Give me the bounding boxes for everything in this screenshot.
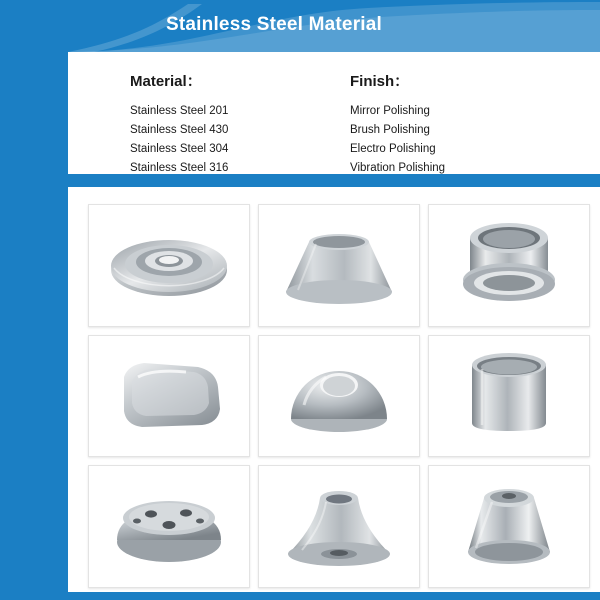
hemispherical-base-with-hole <box>264 337 414 455</box>
finish-item: Brush Polishing <box>350 124 430 136</box>
left-blue-rail <box>0 0 68 600</box>
finish-item: Mirror Polishing <box>350 105 430 117</box>
product-tile <box>258 204 420 327</box>
material-column <box>130 70 228 179</box>
product-tile <box>258 465 420 588</box>
material-item: Stainless Steel 201 <box>130 105 229 117</box>
header-band <box>68 0 600 52</box>
deep-drawn-cylindrical-cup <box>434 337 584 455</box>
finish-column <box>350 70 445 179</box>
product-tile <box>88 465 250 588</box>
finish-heading: Finish： <box>350 73 410 90</box>
finish-item: Vibration Polishing <box>350 162 446 174</box>
material-heading: Material： <box>130 73 202 90</box>
product-tile <box>428 465 590 588</box>
stamped-flange-ring-part <box>94 206 244 324</box>
product-tile <box>428 204 590 327</box>
material-item: Stainless Steel 316 <box>130 162 229 174</box>
finish-item: Electro Polishing <box>350 143 436 155</box>
cylindrical-flanged-collar-part <box>434 206 584 324</box>
tapered-drum-housing <box>434 468 584 586</box>
product-tile <box>88 335 250 458</box>
material-item: Stainless Steel 304 <box>130 143 229 155</box>
product-tile <box>88 204 250 327</box>
round-base-plate-with-holes <box>94 468 244 586</box>
divider-bar <box>68 174 600 187</box>
bottom-blue-strip <box>0 592 600 600</box>
material-item: Stainless Steel 430 <box>130 124 229 136</box>
specification-panel <box>68 52 600 174</box>
conical-tapered-cone-part <box>264 206 414 324</box>
fluted-cone-lamp-shade <box>264 468 414 586</box>
rounded-square-dome-cover <box>94 337 244 455</box>
product-gallery <box>68 196 600 600</box>
page-title: Stainless Steel Material <box>166 14 383 35</box>
product-tile <box>428 335 590 458</box>
product-tile <box>258 335 420 458</box>
